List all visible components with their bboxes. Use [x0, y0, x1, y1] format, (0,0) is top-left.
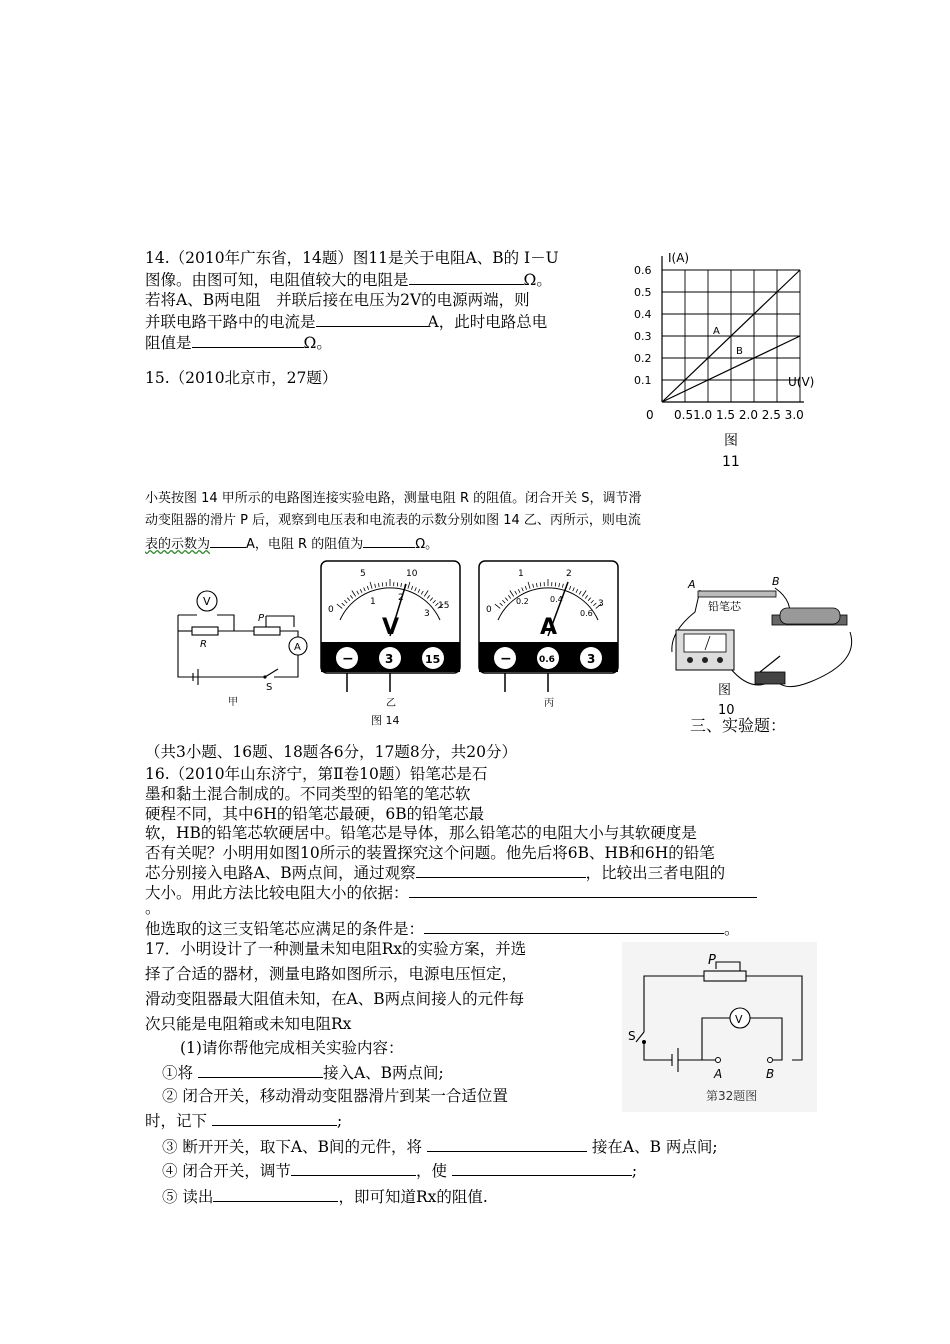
q17-step4-blank-a[interactable]: [291, 1160, 416, 1176]
q15-heading: 15.（2010北京市，27题）: [145, 369, 338, 387]
volt-scale-10: 10: [406, 569, 418, 579]
circuit-slider-p: P: [258, 613, 265, 624]
amp-scale-0: 0: [486, 605, 492, 615]
q16-line3: 硬程不同，其中6H的铅笔芯最硬，6B的铅笔芯最: [145, 805, 485, 823]
q17-step3: ③ 断开开关，取下A、B间的元件，将 接在A、B 两点间;: [162, 1138, 718, 1156]
amp-scale-1: 1: [518, 569, 524, 579]
volt-terminal-15: 15: [425, 653, 441, 666]
y-tick-labels: [634, 264, 652, 387]
q17-circuit-figure: [622, 942, 817, 1112]
q15-para-line1: 小英按图 14 甲所示的电路图连接实验电路，测量电阻 R 的阻值。闭合开关 S，调节滑: [145, 491, 642, 506]
q16-line1: 16.（2010年山东济宁，第Ⅱ卷10题）铅笔芯是石: [145, 765, 488, 783]
q15-answer-resistance-blank[interactable]: [363, 532, 415, 548]
voltmeter-symbol: V: [382, 615, 400, 640]
amp-scale-3: 3: [598, 599, 604, 609]
q17-line2: 择了合适的器材，测量电路如图所示，电源电压恒定，: [145, 965, 518, 983]
fig14-label-yi: 乙: [386, 698, 396, 709]
q14-line3: 若将A、B两电阻 并联后接在电压为2V的电源两端，则: [145, 291, 530, 309]
q17-line4: 次只能是电阻箱或未知电阻Rx: [145, 1015, 352, 1033]
q14-line2: 图像。由图可知，电阻值较大的电阻是 Ω。: [145, 271, 552, 289]
section3-note: （共3小题、16题、18题各6分，17题8分，共20分）: [145, 743, 517, 761]
y-tick-label: 0.4: [634, 308, 652, 321]
q14-line1: 14.（2010年广东省，14题）图11是关于电阻A、B的 I－U: [145, 249, 559, 267]
q17-step4-blank-b[interactable]: [452, 1160, 632, 1176]
volt-terminal-neg: −: [342, 651, 354, 667]
amp-terminal-0-6: 0.6: [539, 655, 555, 665]
q17-step2: ② 闭合开关，移动滑动变阻器滑片到某一合适位置: [162, 1087, 508, 1105]
amp-scale-0-6: 0.6: [580, 609, 593, 618]
fig14-caption: 图 14: [371, 714, 400, 727]
fig14-label-jia: 甲: [228, 697, 238, 708]
q16-line9: 他选取的这三支铅笔芯应满足的条件是： 。: [145, 920, 740, 938]
q16-line5: 否有关呢？小明用如图10所示的装置探究这个问题。他先后将6B、HB和6H的铅笔: [145, 844, 715, 862]
fig10-point-b: B: [772, 575, 780, 588]
ammeter-symbol: A: [540, 615, 558, 640]
q17-step1: ①将 接入A、B两点间;: [162, 1064, 444, 1082]
amp-terminal-3: 3: [587, 652, 596, 666]
fig14-circuit-diagram: [170, 585, 320, 710]
amp-terminal-neg: −: [500, 651, 512, 667]
q17-line1: 17．小明设计了一种测量未知电阻Rx的实验方案，并选: [145, 940, 527, 958]
q17-fig-point-b: B: [766, 1067, 775, 1081]
q17-fig-caption: 第32题图: [706, 1089, 758, 1103]
volt-scale-2: 2: [398, 593, 404, 603]
q15-answer-current-blank[interactable]: [210, 532, 246, 548]
amp-scale-0-4: 0.4: [550, 595, 563, 604]
y-tick-label: 0.1: [634, 374, 652, 387]
circuit-voltmeter-v: V: [203, 595, 211, 608]
q16-answer-condition-blank[interactable]: [424, 918, 724, 934]
q17-line3: 滑动变阻器最大阻值未知，在A、B两点间接人的元件每: [145, 990, 525, 1008]
q17-step5-blank[interactable]: [213, 1186, 338, 1202]
volt-scale-1: 1: [370, 597, 376, 607]
volt-scale-3: 3: [424, 609, 430, 619]
y-tick-label: 0.2: [634, 352, 652, 365]
circuit-ammeter-a: A: [294, 642, 301, 653]
series-label-a: A: [713, 326, 720, 337]
y-axis-label: I(A): [668, 251, 690, 265]
volt-scale-0: 0: [328, 605, 334, 615]
volt-scale-5: 5: [360, 569, 366, 579]
q15-para-line3: 表的示数为 A，电阻 R 的阻值为 Ω。: [145, 532, 438, 556]
x-axis-label: U(V): [788, 375, 815, 389]
y-tick-label: 0.5: [634, 286, 652, 299]
q17-step1-blank[interactable]: [198, 1062, 323, 1078]
fig10-apparatus: [660, 572, 870, 722]
q16-line4: 软，HB的铅笔芯软硬居中。铅笔芯是导体，那么铅笔芯的电阻大小与其软硬度是: [145, 824, 697, 842]
voltmeter-dial: [320, 560, 462, 710]
q14-answer-total-resistance-blank[interactable]: [192, 332, 304, 348]
fig10-caption-number: 10: [718, 703, 735, 718]
q17-line5: (1)请你帮他完成相关实验内容：: [180, 1039, 404, 1057]
volt-terminal-3: 3: [385, 652, 394, 666]
q17-step5: ⑤ 读出 ，即可知道Rx的阻值.: [162, 1188, 488, 1206]
amp-scale-0-2: 0.2: [516, 597, 529, 606]
ammeter-dial: [478, 560, 620, 710]
circuit-resistor-r: R: [200, 639, 207, 650]
section3-title: 三、实验题：: [690, 716, 787, 735]
fig10-pencil-label: 铅笔芯: [708, 600, 741, 613]
q16-line2: 墨和黏土混合制成的。不同类型的铅笔的笔芯软: [145, 785, 471, 803]
q17-step3-blank[interactable]: [427, 1136, 587, 1152]
y-tick-label: 0.3: [634, 330, 652, 343]
q14-answer-current-blank[interactable]: [316, 311, 428, 327]
q17-fig-switch-s: S: [628, 1029, 636, 1043]
circuit-switch-s: S: [266, 682, 273, 693]
fig14-label-bing: 丙: [544, 698, 554, 709]
x-tick-labels: 0.51.0 1.5 2.0 2.5 3.0: [674, 408, 804, 422]
q16-line8: 。: [145, 899, 161, 917]
q16-line7: 大小。用此方法比较电阻大小的依据：: [145, 882, 757, 903]
fig10-point-a: A: [688, 578, 696, 591]
iu-chart: [628, 248, 815, 478]
q17-fig-point-a: A: [714, 1067, 723, 1081]
amp-scale-2: 2: [566, 569, 572, 579]
q15-para-line2: 动变阻器的滑片 P 后，观察到电压表和电流表的示数分别如图 14 乙、丙所示，则电流: [145, 513, 641, 528]
q17-fig-voltmeter-v: V: [735, 1013, 743, 1026]
q16-answer-basis-blank[interactable]: [409, 882, 757, 898]
origin-label: 0: [646, 408, 654, 422]
chart-caption-number: 11: [722, 454, 740, 470]
q14-answer-resistor-blank[interactable]: [409, 269, 524, 285]
q14-line5: 阻值是 Ω。: [145, 334, 332, 352]
series-label-b: B: [736, 346, 743, 357]
chart-caption-figure: 图: [724, 433, 738, 449]
q17-step2-cont: 时，记下 ;: [145, 1112, 343, 1130]
q17-fig-slider-p: P: [708, 953, 716, 968]
q16-answer-observe-blank[interactable]: [416, 862, 586, 878]
y-tick-label: 0.6: [634, 264, 652, 277]
volt-scale-15: 15: [438, 601, 450, 611]
q14-line4: 并联电路干路中的电流是 A，此时电路总电: [145, 313, 548, 331]
q17-step4: ④ 闭合开关，调节 ，使 ;: [162, 1162, 638, 1180]
fig10-caption-figure: 图: [718, 683, 732, 698]
q16-line6: 芯分别接入电路A、B两点间，通过观察 ，比较出三者电阻的: [145, 864, 726, 882]
q17-step2-blank[interactable]: [212, 1110, 337, 1126]
